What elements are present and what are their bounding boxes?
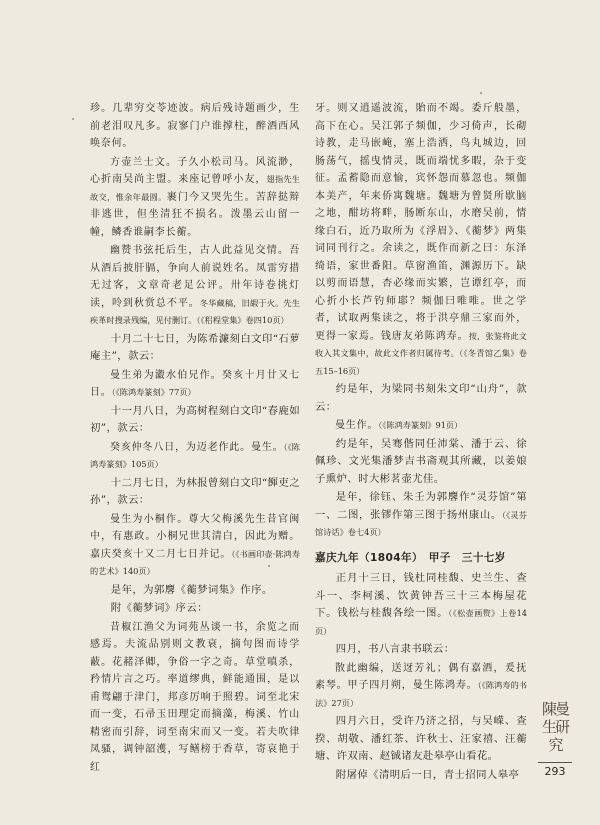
- inscription-quote: 曼生作。（《陈鸿寿篆刻》91页）: [335, 420, 463, 431]
- entry-paragraph: 约是年，吴骞偕同任沛棠、潘于云、徐佩珍、文光集潘梦吉书斋观其所藏，以姜娘子熏炉、时大彬茗壶尤佳。: [315, 437, 527, 485]
- inscription-quote: 曼生为小桐作。尊大父梅溪先生昔官闽中，有惠政。小桐兄世其清白，因此为赠。嘉庆癸亥十又二月七日并记。（《书画印壶·陈鸿寿的艺术》140页）: [90, 513, 301, 576]
- paper-speck: [72, 118, 74, 120]
- paper-speck: [268, 565, 270, 567]
- left-column: [90, 100, 300, 777]
- entry-paragraph: 十一月八日，为高树程刻白文印“春鹿如初”，款云：: [90, 404, 300, 434]
- preface-text: 昔椒江渔父为词苑丛谈一书，余览之而感焉。夫流品别则文教衰，摘句图而诗学蔽。花赭泽卿，争俗一字之奇。草堂嗔杀，矜情片言之巧。率道缪典，鲜能通围，是以甫鸳翩于津门，邦彦厉响于照碧。词至北宋而一变，石帚玉田理定而摘藻，梅溪、竹山精密而引辞，词至南宋而又一变。若夫吹律凤骚，调钟韶濩，写鳝榜于香草，寄哀艳于红: [90, 621, 300, 773]
- inscription-quote: 曼生弟为瀫水伯兄作。癸亥十月廿又七日。（《陈鸿寿篆刻》77页）: [90, 369, 300, 398]
- entry-paragraph: 四月，书八言隶书联云：: [335, 643, 455, 655]
- poem-stanza: 方壶兰士文。子久小松司马。风流渺，心折南吴尚主盟。来座记曾呼小友，翅指先生故交，惟余年最圆。裹门今又哭先生。苦辞挞辩非逃世，但坐清狂不损名。泼墨云山留一幢，鳞香谁嗣李长蘅。: [90, 156, 300, 238]
- right-column: [315, 100, 527, 785]
- entry-paragraph: 附屠倬《清明后一日，青士招同人皋亭: [335, 768, 520, 781]
- page-footer: [536, 700, 574, 779]
- entry-paragraph: 是年，为郭麐《蘅梦词集》作序。: [110, 583, 273, 596]
- inscription-quote: 癸亥仲冬八日，为迈老作此。曼生。（《陈鸿寿篆刻》105页）: [90, 441, 300, 469]
- preface-text: 牙。则又逍遥波流，貽而不竭。委斤般墨，高下在心。吴江郭子频伽，少习倚声，长砌诗教，走马嵌崦，塞上浩洒，鸟丸城边，回肠荡气，摇曳情灵，既而端忧多暇，杂于变征。孟蓄隐而意愉，宾怀怨而慕忽也。频伽本美产，年来侨寓魏塘。魏塘为曾贤所歇脑之地，酣坊将畔，肠断东山，水磨吴前，情缘白石，近乃取所为《浮眉》、《蘅梦》两集词同刊行之。余读之，既作而新之曰：东泽绮语，家世番阳。草窗渔笛，渊源历下。缺以剪而语慧，杏必缘而实繁，岂谭红亭，而心折小长芦钓师耶？频伽曰唯唯。世之学者，试取两集读之，将于洪亭鼎三家而外，更得一家焉。钱唐友弟陈鸿寿。按，张鉴将此文收入其文集中，故此文作者归属待考。（《冬青馆乙集》卷五15–16页）: [315, 103, 527, 376]
- page-number: 293: [538, 762, 572, 778]
- paper-speck: [480, 92, 482, 94]
- entry-paragraph: 十二月七日，为林报曾刻白文印“餫吏之孙”，款云：: [90, 476, 300, 506]
- entry-paragraph: 十月二十七日，为陈希濂刻白文印“石萝庵主”，款云：: [90, 332, 300, 362]
- year-heading: 嘉庆九年（1804年） 甲子 三十七岁: [315, 551, 506, 564]
- entry-paragraph: 正月十三日，钱杜同桂馥、史兰生、查斗一、李柯溪、饮黄钟吾三十三本梅屋花下。钱松与桂馥各绘一图。（《松壶画赘》上卷14页）: [315, 572, 527, 636]
- entry-paragraph: 约是年，为梁同书刻朱文印“山舟”，款云：: [315, 383, 527, 413]
- book-title-seal: 陳曼生研究: [541, 700, 568, 754]
- entry-paragraph: 附《蘅梦词》序云：: [110, 602, 208, 614]
- entry-paragraph: 四月六日，受许乃济之招，与吴嵘、查揆、胡敬、潘红茶、许秋士、汪家禧、汪蘅塘、许双南、赵铖诸友赴皋亭山看花。: [315, 715, 527, 762]
- poem-line: 珍。几辈穷交苓迹波。病后残诗题画少，生前老泪叹凡多。寂寥门户谁撑柱，醉酒西风唤奈何。: [90, 103, 300, 149]
- poem-stanza: 幽赞书弦托后生，古人此益见交情。吾从酒后披肝膈，争向人前说姓名。凤雷穷措无过客，文章奇老足公评。卅年诗卷挑灯读，呤到秋赏总不平。冬华藏稿，旧嘏于火。先生疾革时搜录残编，见付删订。（《稆程堂集》卷四10页）: [90, 245, 300, 325]
- couplet-quote: 散此幽编，送迓芳礼；偶有嘉酒，爰抚素琴。甲子四月朔，曼生陈鸿寿。（《陈鸿寿的书法》27页）: [315, 662, 527, 708]
- entry-paragraph: 是年，徐钰、朱壬为郭麐作“灵芬馆”第一、二图，张镠作第三图于扬州康山。（《灵芬馆诗话》卷七4页）: [315, 491, 527, 537]
